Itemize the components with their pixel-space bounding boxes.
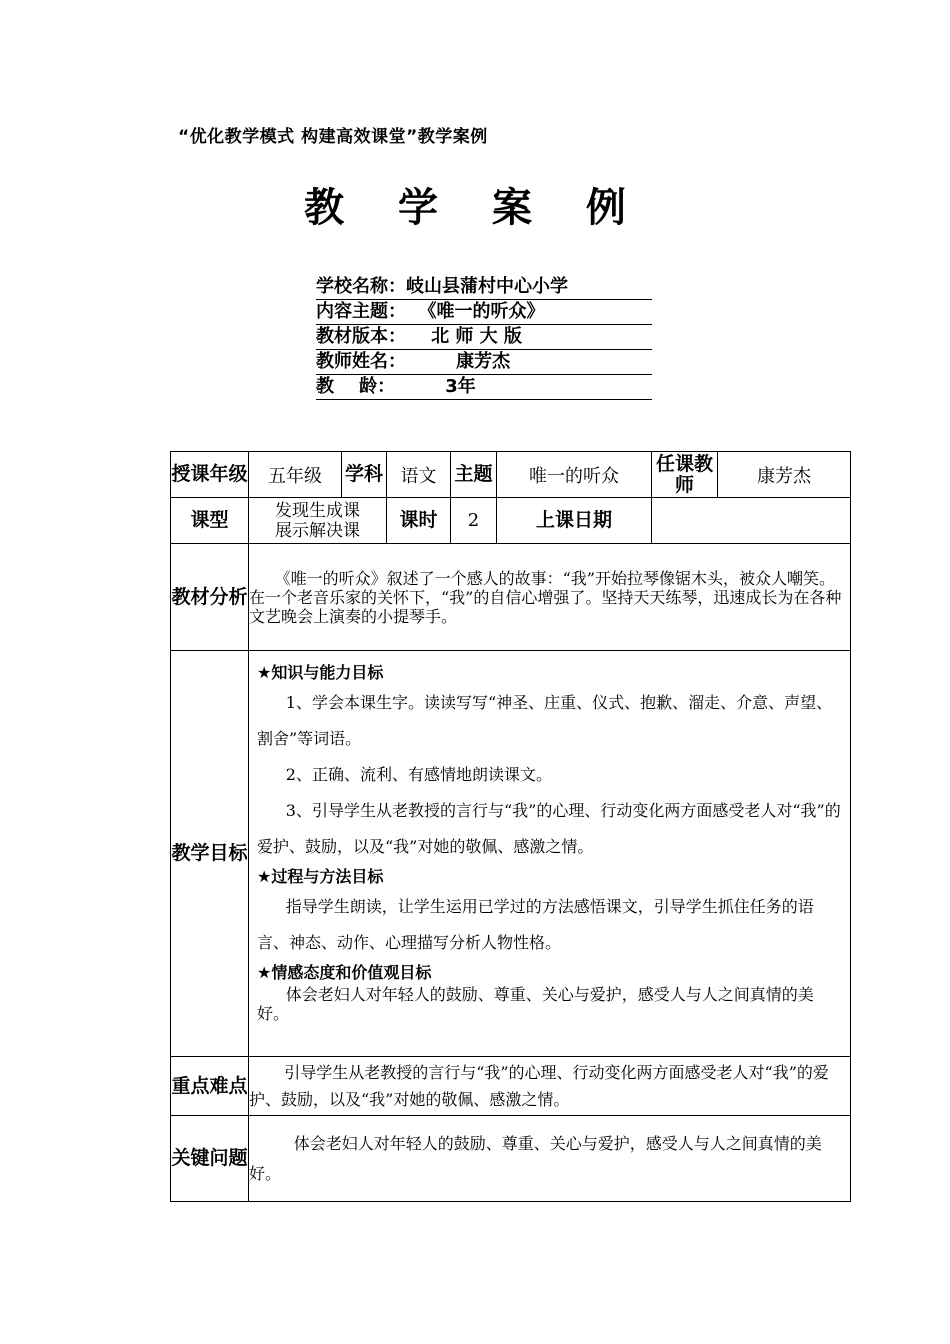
goal-heading-process: ★过程与方法目标 [257,867,384,886]
teaching-years-line: 教 龄： 3年 [316,375,652,400]
teacher-name-line: 教师姓名： 康芳杰 [316,350,652,375]
goal-heading-emotion: ★情感态度和价值观目标 [257,963,432,982]
goal-paragraph: 1、学会本课生字。读读写写“神圣、庄重、仪式、抱歉、溜走、介意、声望、割舍”等词语。 [257,693,833,748]
subject-label: 学科 [342,452,387,498]
lesson-type-line-2: 展示解决课 [275,520,360,541]
teacher-label: 任课教师 [652,452,718,498]
table-row [171,452,851,498]
table-row [171,1116,851,1202]
teacher-value: 康芳杰 [718,452,851,498]
date-label: 上课日期 [497,498,652,544]
document-title: 教 学 案 例 [304,184,646,231]
hours-label: 课时 [387,498,451,544]
goal-paragraph: 指导学生朗读，让学生运用已学过的方法感悟课文，引导学生抓住任务的语言、神态、动作、心理描写分析人物性格。 [257,897,814,952]
key-points-label: 重点难点 [171,1057,249,1116]
topic-line: 内容主题： 《唯一的听众》 [316,300,652,325]
goal-paragraph: 体会老妇人对年轻人的鼓励、尊重、关心与爱护，感受人与人之间真情的美好。 [257,985,814,1023]
analysis-text: 《唯一的听众》叙述了一个感人的故事：“我”开始拉琴像锯木头，被众人嘲笑。在一个老音乐家的关怀下，“我”的自信心增强了。坚持天天练琴，迅速成长为在各种文艺晚会上演奏的小提琴手。 [249,544,851,651]
theme-value: 唯一的听众 [497,452,652,498]
key-issue-label: 关键问题 [171,1116,249,1202]
lesson-table [170,451,851,1202]
goal-paragraph: 3、引导学生从老教授的言行与“我”的心理、行动变化两方面感受老人对“我”的爱护、鼓励，以及“我”对她的敬佩、感激之情。 [257,801,841,856]
lesson-type-line-1: 发现生成课 [275,500,360,521]
key-points-text: 引导学生从老教授的言行与“我”的心理、行动变化两方面感受老人对“我”的爱护、鼓励，以及“我”对她的敬佩、感激之情。 [249,1057,851,1116]
table-row [171,544,851,651]
table-row [171,651,851,1057]
info-block [316,275,652,400]
edition-line: 教材版本： 北 师 大 版 [316,325,652,350]
theme-label: 主题 [451,452,497,498]
subject-value: 语文 [387,452,451,498]
grade-label: 授课年级 [171,452,249,498]
goal-heading-knowledge: ★知识与能力目标 [257,663,384,682]
lesson-type-label: 课型 [171,498,249,544]
lesson-type-value [249,498,387,544]
grade-value: 五年级 [249,452,342,498]
table-row [171,1057,851,1116]
goals-label: 教学目标 [171,651,249,1057]
goals-cell [249,651,851,1057]
goal-paragraph: 2、正确、流利、有感情地朗读课文。 [285,765,552,784]
document-subtitle: “优化教学模式 构建高效课堂”教学案例 [178,127,488,147]
analysis-label: 教材分析 [171,544,249,651]
date-value [652,498,851,544]
hours-value: 2 [451,498,497,544]
table-row [171,498,851,544]
key-issue-text: 体会老妇人对年轻人的鼓励、尊重、关心与爱护，感受人与人之间真情的美好。 [249,1116,851,1202]
school-name-line: 学校名称：岐山县蒲村中心小学 [316,275,652,300]
